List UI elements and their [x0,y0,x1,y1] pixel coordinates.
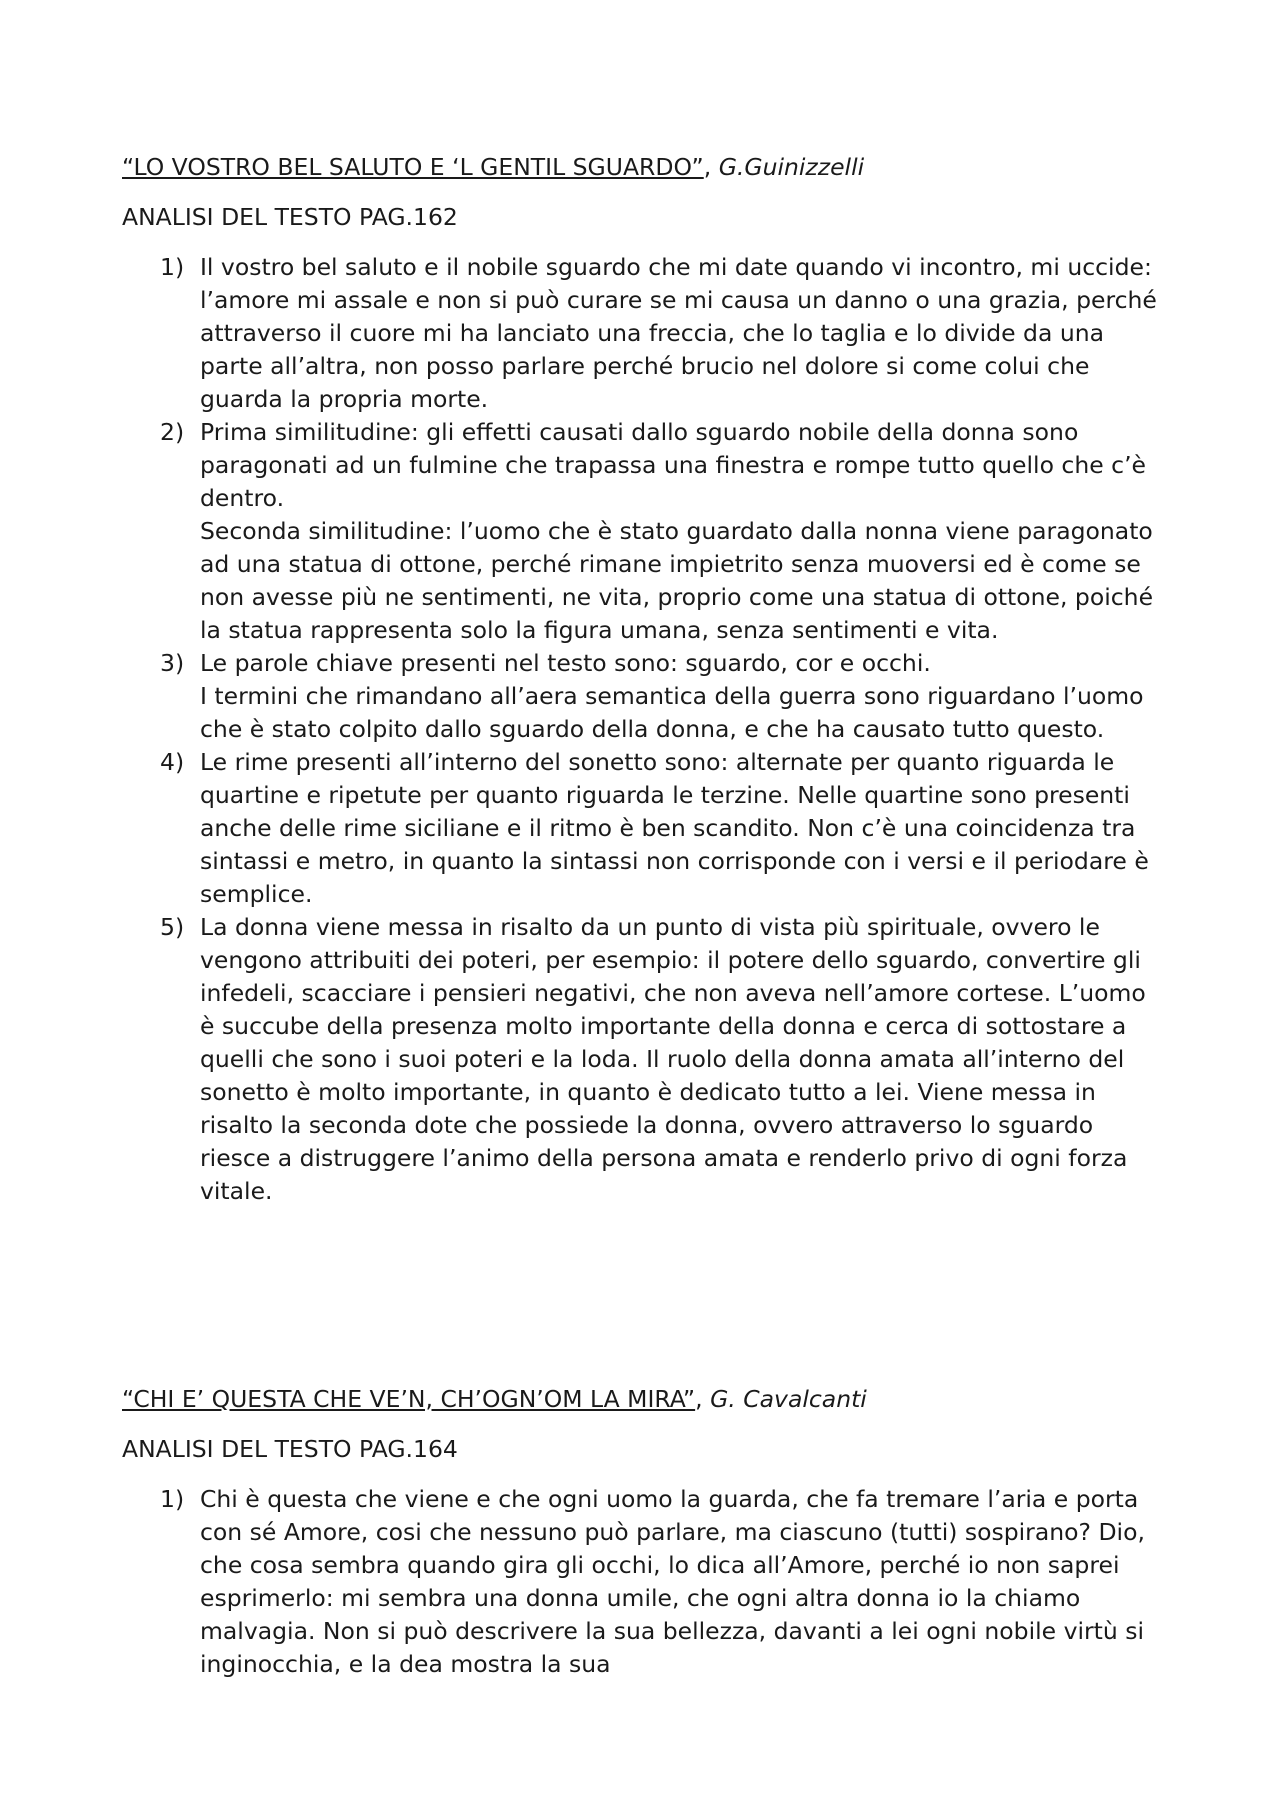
heading-separator: , [695,1385,711,1413]
analysis-heading: ANALISI DEL TESTO PAG.162 [122,203,458,231]
item-number: 1) [160,1485,185,1513]
list-item [0,911,1160,1208]
poem-heading [122,151,864,184]
list-item [0,746,1160,911]
item-paragraph: Chi è questa che viene e che ogni uomo la guarda, che fa tremare l’aria e porta con sé Amore, cosi che nessuno può parlare, ma ciascuno (tutti) sospirano? Dio, che cosa sembra quando gira gli occhi, lo dica all’Amore, perché io non saprei esprimerlo: mi sembra una donna umile, che ogni altra donna io la chiamo malvagia. Non si può descrivere la sua bellezza, davanti a lei ogni nobile virtù si inginocchia, e la dea mostra la sua [200,1485,1145,1678]
list-item [0,1483,1160,1681]
item-paragraph: La donna viene messa in risalto da un punto di vista più spirituale, ovvero le vengono attribuiti dei poteri, per esempio: il potere dello sguardo, convertire gli infedeli, scacciare i pensieri negativi, che non aveva nell’amore cortese. L’uomo è succube della presenza molto importante della donna e cerca di sottostare a quelli che sono i suoi poteri e la loda. Il ruolo della donna amata all’interno del sonetto è molto importante, in quanto è dedicato tutto a lei. Viene messa in risalto la seconda dote che possiede la donna, ovvero attraverso lo sguardo riesce a distruggere l’animo della persona amata e renderlo privo di ogni forza vitale. [200,913,1146,1205]
item-number: 1) [160,253,185,281]
item-paragraph: Seconda similitudine: l’uomo che è stato guardato dalla nonna viene paragonato ad una statua di ottone, perché rimane impietrito senza muoversi ed è come se non avesse più ne sentimenti, ne vita, proprio come una statua di ottone, poiché la statua rappresenta solo la figura umana, senza sentimenti e vita. [200,517,1154,644]
item-number: 4) [160,748,185,776]
analysis-list [0,251,1160,1208]
item-paragraph: I termini che rimandano all’aera semantica della guerra sono riguardano l’uomo che è stato colpito dallo sguardo della donna, e che ha causato tutto questo. [200,682,1144,743]
poem-author: G.Guinizzelli [718,153,865,181]
item-paragraph: Le parole chiave presenti nel testo sono: sguardo, cor e occhi. [200,649,931,677]
analysis-list [0,1483,1160,1681]
item-paragraph: Il vostro bel saluto e il nobile sguardo che mi date quando vi incontro, mi uccide: l’amore mi assale e non si può curare se mi causa un danno o una grazia, perché attraverso il cuore mi ha lanciato una freccia, che lo taglia e lo divide da una parte all’altra, non posso parlare perché brucio nel dolore si come colui che guarda la propria morte. [200,253,1157,413]
heading-separator: , [703,153,719,181]
poem-title: “LO VOSTRO BEL SALUTO E ‘L GENTIL SGUARDO” [122,153,704,181]
item-number: 5) [160,913,185,941]
item-number: 2) [160,418,185,446]
list-item [0,416,1160,647]
item-paragraph: Le rime presenti all’interno del sonetto sono: alternate per quanto riguarda le quartine e ripetute per quanto riguarda le terzine. Nelle quartine sono presenti anche delle rime siciliane e il ritmo è ben scandito. Non c’è una coincidenza tra sintassi e metro, in quanto la sintassi non corrisponde con i versi e il periodare è semplice. [200,748,1149,908]
poem-heading [122,1383,867,1416]
item-paragraph: Prima similitudine: gli effetti causati dallo sguardo nobile della donna sono paragonati ad un fulmine che trapassa una finestra e rompe tutto quello che c’è dentro. [200,418,1147,512]
poem-title: “CHI E’ QUESTA CHE VE’N, CH’OGN’OM LA MIRA” [122,1385,696,1413]
poem-author: G. Cavalcanti [710,1385,867,1413]
list-item [0,251,1160,416]
item-number: 3) [160,649,185,677]
analysis-heading: ANALISI DEL TESTO PAG.164 [122,1435,458,1463]
list-item [0,647,1160,746]
